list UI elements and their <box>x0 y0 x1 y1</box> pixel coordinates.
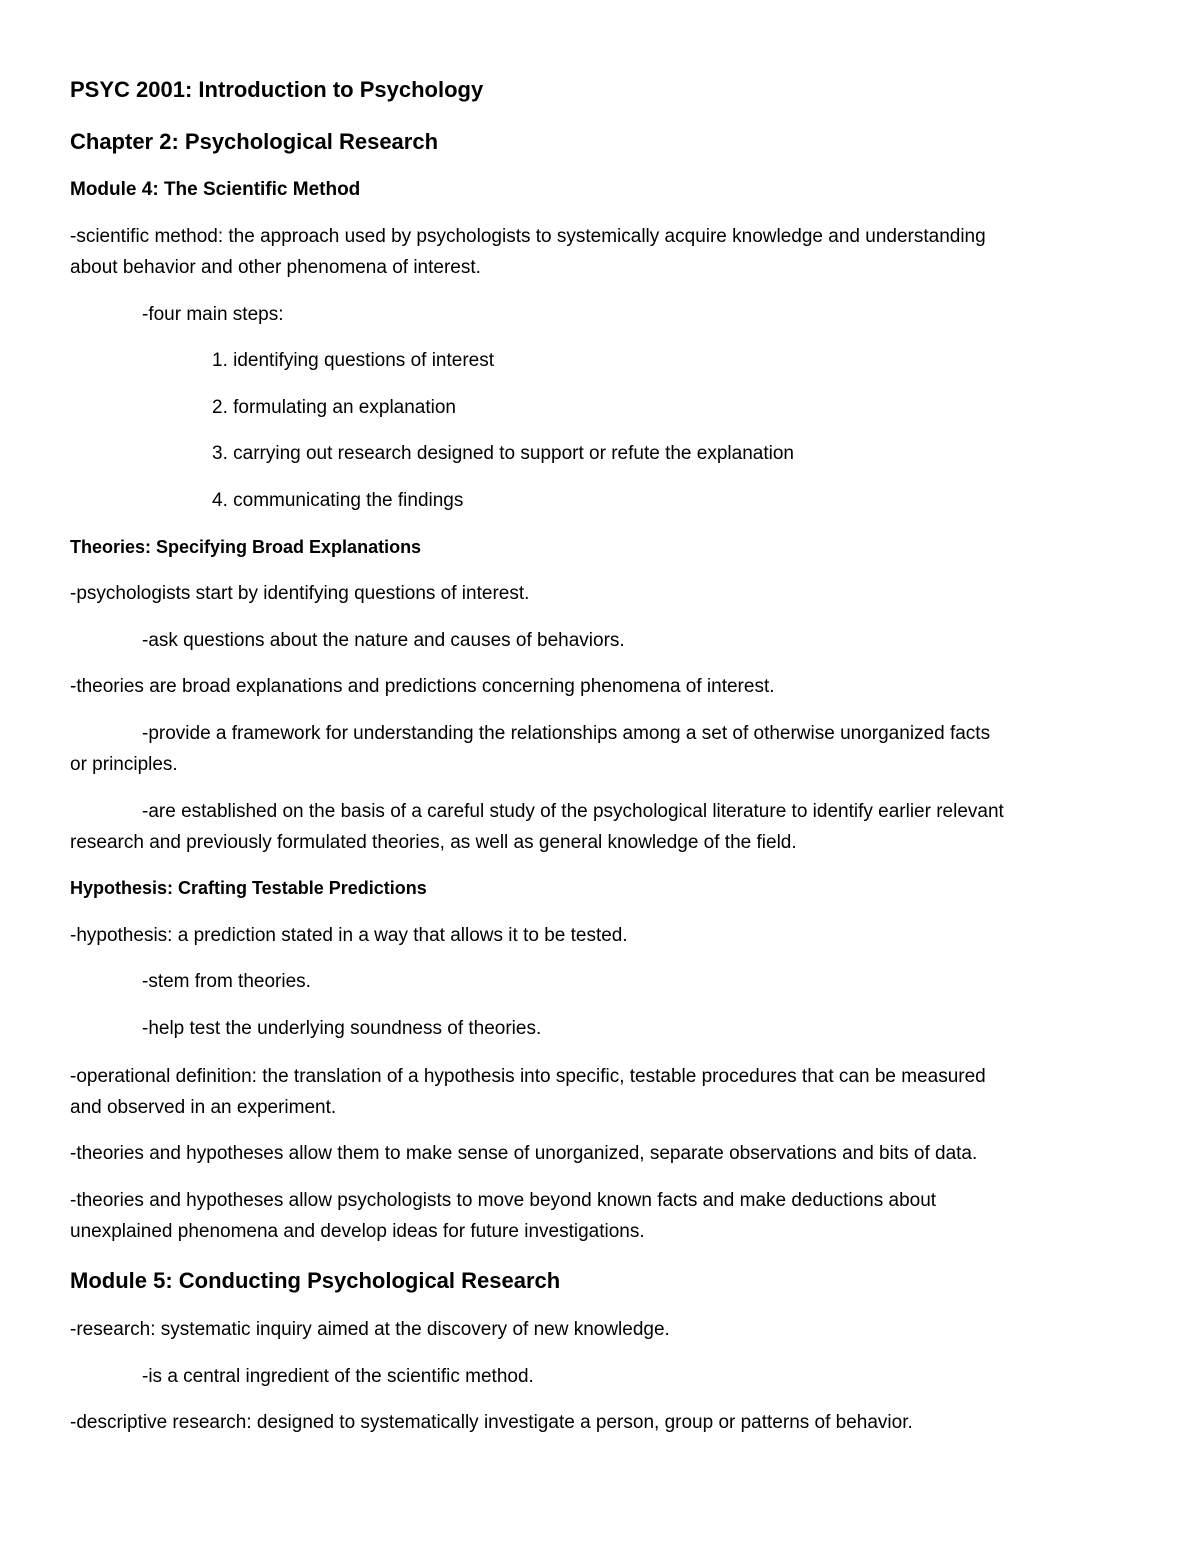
hypothesis-paragraph-4-line-2: unexplained phenomena and develop ideas for future investigations. <box>70 1221 645 1242</box>
hypothesis-paragraph-1: -hypothesis: a prediction stated in a way that allows it to be tested. <box>70 925 628 946</box>
hypothesis-paragraph-1a: -stem from theories. <box>142 971 311 992</box>
theories-paragraph-2b-line-2: research and previously formulated theories, as well as general knowledge of the field. <box>70 832 797 853</box>
theories-paragraph-2a-line-2: or principles. <box>70 754 178 775</box>
theories-paragraph-2: -theories are broad explanations and predictions concerning phenomena of interest. <box>70 676 775 697</box>
theories-paragraph-2b-line-1: -are established on the basis of a careful study of the psychological literature to identify earlier relevant <box>142 801 1004 822</box>
operational-definition-line-2: and observed in an experiment. <box>70 1097 337 1118</box>
operational-definition-line-1: -operational definition: the translation of a hypothesis into specific, testable procedures that can be measured <box>70 1066 986 1087</box>
course-title: PSYC 2001: Introduction to Psychology <box>70 77 484 102</box>
step-item-3: 3. carrying out research designed to support or refute the explanation <box>212 443 794 464</box>
hypothesis-heading: Hypothesis: Crafting Testable Predictions <box>70 878 427 898</box>
scientific-method-definition-line-1: -scientific method: the approach used by psychologists to systemically acquire knowledge and understanding <box>70 226 986 247</box>
hypothesis-paragraph-1b: -help test the underlying soundness of theories. <box>142 1018 542 1039</box>
theories-paragraph-1: -psychologists start by identifying questions of interest. <box>70 583 530 604</box>
module-4-heading: Module 4: The Scientific Method <box>70 179 361 200</box>
descriptive-research-definition: -descriptive research: designed to systematically investigate a person, group or patterns of behavior. <box>70 1412 913 1433</box>
research-paragraph-1a: -is a central ingredient of the scientific method. <box>142 1366 534 1387</box>
module-5-heading: Module 5: Conducting Psychological Research <box>70 1268 561 1293</box>
hypothesis-paragraph-4-line-1: -theories and hypotheses allow psychologists to move beyond known facts and make deductions about <box>70 1190 937 1211</box>
theories-paragraph-1a: -ask questions about the nature and causes of behaviors. <box>142 630 625 651</box>
step-item-1: 1. identifying questions of interest <box>212 350 495 371</box>
step-item-2: 2. formulating an explanation <box>212 397 456 418</box>
theories-paragraph-2a-line-1: -provide a framework for understanding the relationships among a set of otherwise unorganized facts <box>142 723 991 744</box>
scientific-method-definition-line-2: about behavior and other phenomena of interest. <box>70 257 481 278</box>
theories-heading: Theories: Specifying Broad Explanations <box>70 537 422 557</box>
chapter-title: Chapter 2: Psychological Research <box>70 129 439 154</box>
hypothesis-paragraph-3: -theories and hypotheses allow them to make sense of unorganized, separate observations and bits of data. <box>70 1143 978 1164</box>
step-item-4: 4. communicating the findings <box>212 490 464 511</box>
research-definition: -research: systematic inquiry aimed at the discovery of new knowledge. <box>70 1319 670 1340</box>
steps-intro: -four main steps: <box>142 304 284 325</box>
